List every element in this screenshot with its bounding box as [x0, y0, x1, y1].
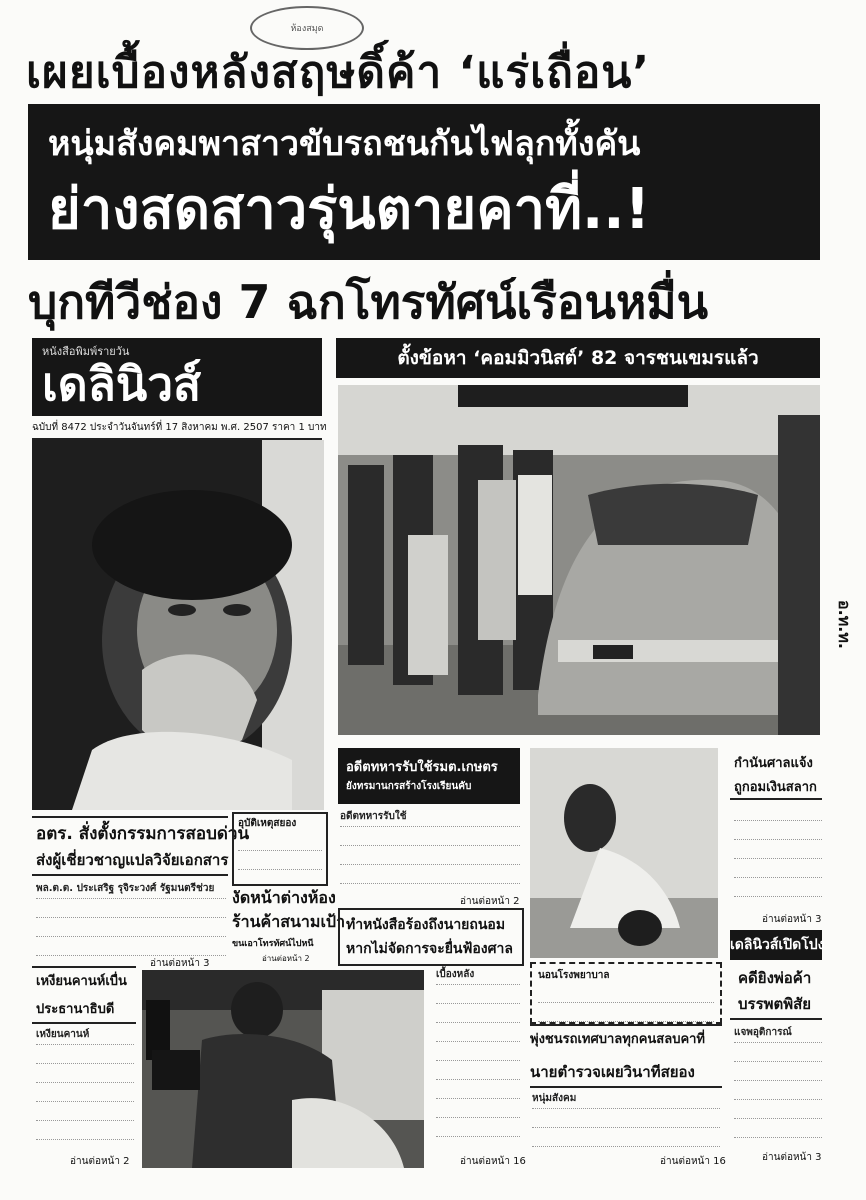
headline-third: บุกทีวีช่อง 7 ฉกโทรทัศน์เรือนหมื่น [28, 275, 709, 329]
text-line [734, 878, 822, 897]
municipal-body [532, 1090, 720, 1150]
right-top-cont: อ่านต่อหน้า 3 [762, 914, 822, 925]
small-box-body [238, 832, 322, 872]
text-line [734, 802, 822, 821]
framed-headline [338, 908, 524, 966]
text-line [436, 1118, 520, 1137]
divider [530, 1024, 722, 1026]
text-line [36, 1121, 134, 1140]
divider [32, 966, 136, 968]
library-stamp: ห้องสมุด [250, 6, 364, 50]
photo-crash [338, 385, 820, 735]
text-line [734, 1043, 822, 1062]
center-story-box [338, 748, 520, 804]
left-bottom-body [36, 1026, 134, 1152]
sub-headline: ตั้งข้อหา ‘คอมมิวนิสต์’ 82 จารชนเขมรแล้ว [336, 338, 820, 378]
text-line [36, 1064, 134, 1083]
right-bottom-head2: บรรพตพิสัย [738, 995, 812, 1013]
text-line [340, 827, 520, 846]
headline-black-line1: หนุ่มสังคมพาสาวขับรถชนกันไฟลุกทั้งคัน [48, 124, 641, 164]
right-top-head2: ถูกอมเงินสลาก [734, 780, 817, 795]
text-line [36, 1083, 134, 1102]
text-line [734, 821, 822, 840]
text-line [436, 1061, 520, 1080]
text-line [340, 865, 520, 884]
text-line [436, 1080, 520, 1099]
story-left-byline: พล.ต.ต. ประเสริฐ รุจิระวงศ์ รัฐมนตรีช่วย [36, 880, 226, 899]
text-line [532, 1109, 720, 1128]
mid-bottom-cont: อ่านต่อหน้า 16 [460, 1156, 526, 1167]
headline-black-line2: ย่างสดสาวรุ่นตายคาที่..! [48, 177, 651, 242]
right-box: เดลินิวส์เปิดโปง [730, 930, 822, 960]
right-top-head1: กำนันศาลแจ้ง [734, 756, 813, 771]
photo-gun [142, 970, 424, 1168]
municipal-head2: นายตำรวจเผยวินาทีสยอง [530, 1063, 695, 1081]
text-line [238, 851, 322, 870]
right-bottom-head1: คดียิงพ่อค้า [738, 969, 812, 987]
framed-line1: ทำหนังสือร้องถึงนายถนอม [346, 917, 506, 933]
divider [530, 1086, 722, 1088]
divider [32, 816, 228, 818]
masthead [32, 338, 322, 416]
divider [730, 798, 822, 800]
right-bottom-body [734, 1024, 822, 1154]
left-bottom-lead: เหงียนคานห์ [36, 1026, 134, 1045]
framed-line2: หากไม่จัดการจะยื่นฟ้องศาล [346, 941, 513, 957]
text-line [436, 1042, 520, 1061]
shop-story-sub: ขนเอาโทรทัศน์ไปหนี [232, 939, 314, 949]
text-line [340, 846, 520, 865]
headline-black-box [28, 104, 820, 260]
text-line [734, 859, 822, 878]
text-line [734, 1119, 822, 1138]
shop-story-cont: อ่านต่อหน้า 2 [262, 954, 310, 963]
municipal-lead: หนุ่มสังคม [532, 1090, 720, 1109]
left-bottom-cont: อ่านต่อหน้า 2 [70, 1156, 130, 1167]
text-line [436, 1023, 520, 1042]
headline-top: เผยเบื้องหลังสฤษดิ์ค้า ‘แร่เถื่อน’ [26, 47, 651, 98]
text-line [734, 1062, 822, 1081]
hospital-caption-box [530, 962, 722, 1024]
text-line [436, 1004, 520, 1023]
text-line [36, 937, 226, 956]
divider [730, 1018, 822, 1020]
right-top-body [734, 802, 822, 910]
story-left-head1: อตร. สั่งตั้งกรรมการสอบด่วน [36, 824, 250, 844]
small-box-mid [232, 812, 328, 886]
text-line [36, 918, 226, 937]
shop-story-head2: ร้านค้าสนามเป้า [232, 912, 346, 931]
left-bottom-head2: ประธานาธิบดี [36, 1002, 115, 1017]
text-line [538, 1003, 714, 1022]
right-bottom-cont: อ่านต่อหน้า 3 [762, 1152, 822, 1163]
mid-bottom-body [436, 966, 520, 1150]
small-box-head: อุบัติเหตุสยอง [238, 818, 297, 829]
issue-line: ฉบับที่ 8472 ประจำวันจันทร์ที่ 17 สิงหาคม พ.ศ. 2507 ราคา 1 บาท [32, 418, 322, 440]
municipal-head1: พุ่งชนรถเทศบาลทุกคนสลบคาที่ [530, 1032, 706, 1047]
photo-woman [32, 440, 324, 810]
text-line [538, 984, 714, 1003]
text-line [734, 840, 822, 859]
masthead-tag: หนังสือพิมพ์รายวัน [42, 345, 130, 358]
text-line [36, 899, 226, 918]
text-line [734, 1081, 822, 1100]
text-line [36, 1045, 134, 1064]
side-label: อ.ท.ท. [835, 600, 854, 649]
divider [32, 874, 228, 876]
story-left-cont: อ่านต่อหน้า 3 [150, 958, 210, 969]
story-left-body [36, 880, 226, 960]
text-line [734, 1100, 822, 1119]
shop-story-head1: งัดหน้าต่างห้อง [232, 888, 336, 907]
text-line [532, 1128, 720, 1147]
right-bottom-lead: แจพอุติการณ์ [734, 1024, 822, 1043]
municipal-cont: อ่านต่อหน้า 16 [660, 1156, 726, 1167]
mid-bottom-lead: เบื้องหลัง [436, 966, 520, 985]
center-box-line2: ยังทรมานกรสร้างโรงเรียนคับ [346, 781, 472, 792]
text-line [238, 832, 322, 851]
hospital-caption-body [538, 984, 714, 1020]
divider [32, 1022, 136, 1024]
center-box-line1: อดีตทหารรับใช้รมต.เกษตร [346, 760, 498, 775]
text-line [436, 1099, 520, 1118]
center-story-cont: อ่านต่อหน้า 2 [460, 896, 520, 907]
story-left-head2: ส่งผู้เชี่ยวชาญแปลวิจัยเอกสาร [36, 851, 229, 869]
center-story-body [340, 808, 520, 898]
text-line [36, 1102, 134, 1121]
left-bottom-head1: เหงียนคานห์เบื่น [36, 974, 127, 989]
center-story-lead: อดีตทหารรับใช้ [340, 808, 520, 827]
text-line [436, 985, 520, 1004]
hospital-caption: นอนโรงพยาบาล [538, 970, 610, 981]
masthead-name: เดลินิวส์ [42, 357, 202, 411]
photo-hospital [530, 748, 718, 958]
